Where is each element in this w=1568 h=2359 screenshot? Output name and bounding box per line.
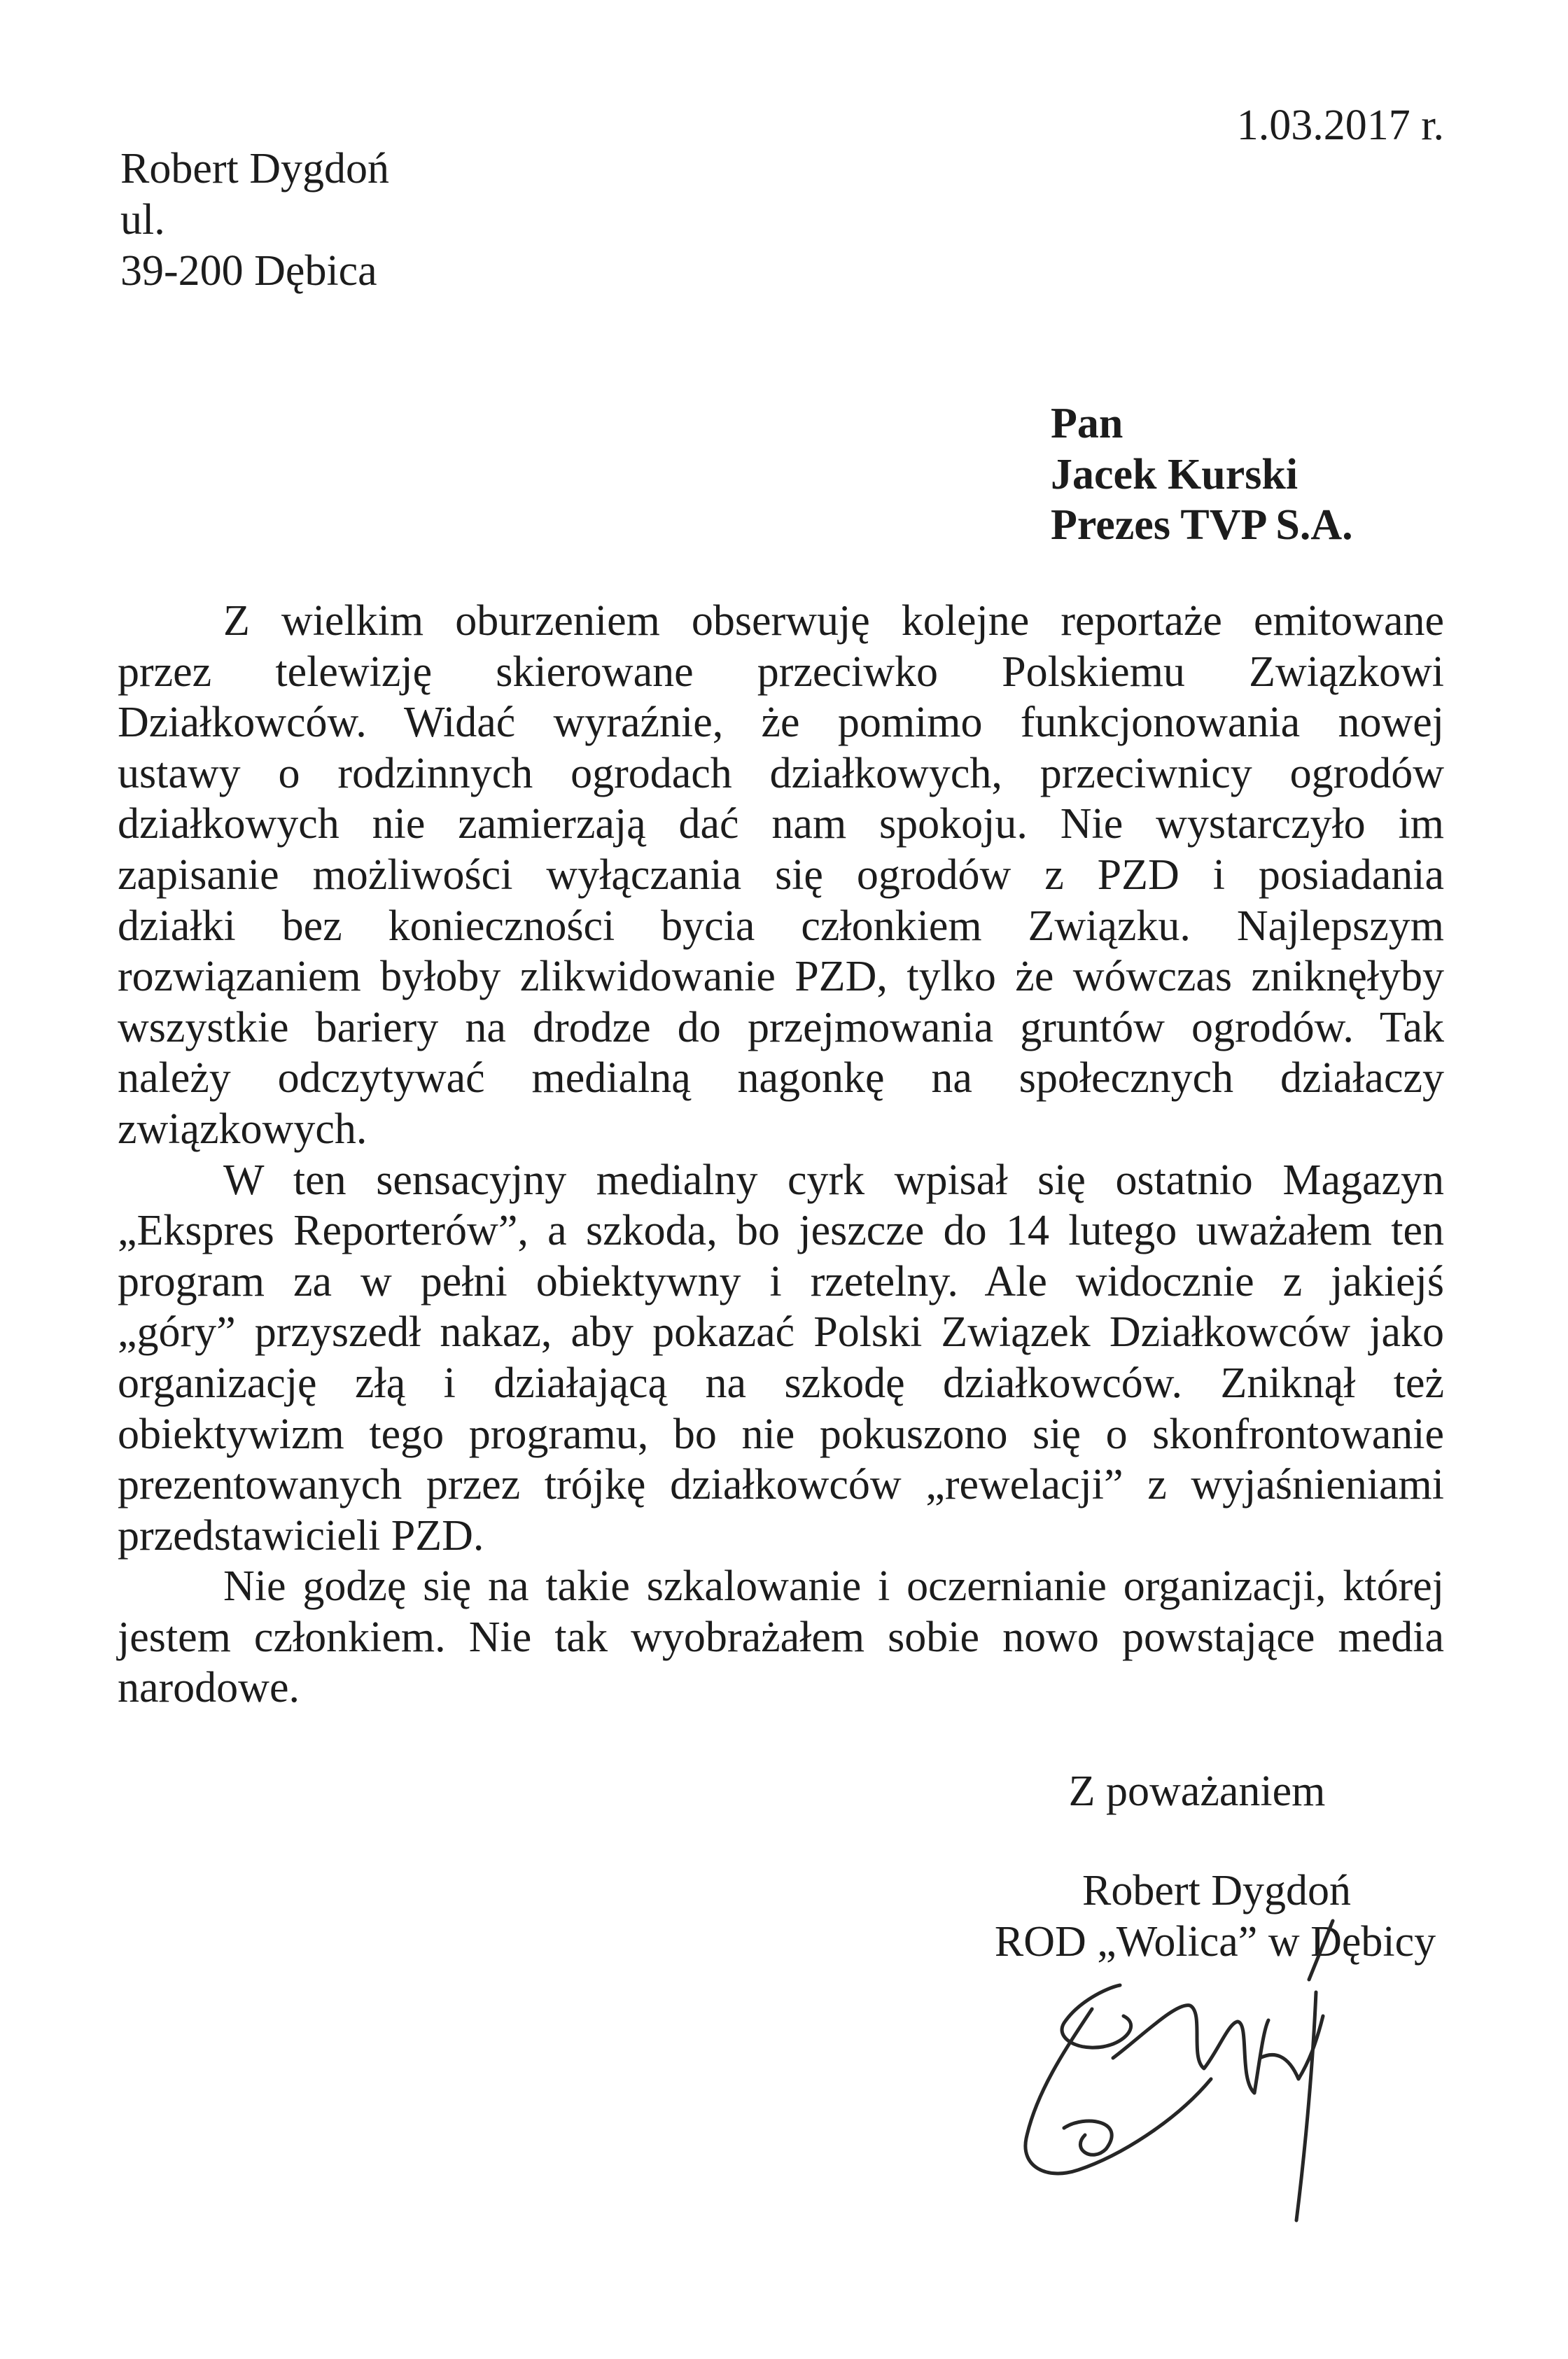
body-line: Działkowców. Widać wyraźnie, że pomimo funkcjonowania nowej (118, 699, 1444, 747)
body-line: przedstawicieli PZD. (118, 1511, 484, 1560)
body-line: jestem członkiem. Nie tak wyobrażałem sobie nowo powstające media (118, 1613, 1444, 1661)
body-line: obiektywizm tego programu, bo nie pokuszono się o skonfrontowanie (118, 1410, 1444, 1458)
body-paragraph (118, 596, 1444, 1155)
recipient-name: Jacek Kurski (1051, 450, 1298, 498)
body-line: działki bez konieczności bycia członkiem Związku. Najlepszym (118, 902, 1444, 950)
body-line: ustawy o rodzinnych ogrodach działkowych, przeciwnicy ogrodów (118, 749, 1444, 797)
signature-stroke (1309, 1921, 1333, 1980)
body-line: „góry” przyszedł nakaz, aby pokazać Polski Związek Działkowców jako (118, 1308, 1444, 1357)
sender-city: 39-200 Dębica (120, 247, 377, 295)
signature-stroke (1026, 2009, 1211, 2174)
closing-name: Robert Dygdoń (1082, 1867, 1352, 1914)
body-paragraph (118, 1561, 1444, 1714)
closing-greeting: Z poważaniem (1068, 1768, 1326, 1815)
body-line: narodowe. (118, 1664, 300, 1712)
body-line: „Ekspres Reporterów”, a szkoda, bo jeszcze do 14 lutego uważałem ten (118, 1207, 1444, 1255)
body-line: program za w pełni obiektywny i rzetelny. Ale widocznie z jakiejś (118, 1257, 1444, 1306)
body-line: Z wielkim oburzeniem obserwuję kolejne reportaże emitowane (223, 597, 1444, 645)
body-line: należy odczytywać medialną nagonkę na społecznych działaczy (118, 1054, 1444, 1102)
sender-address (120, 144, 389, 297)
closing-organization: ROD „Wolica” w Dębicy (994, 1918, 1436, 1966)
signature-stroke (1296, 1992, 1316, 2220)
letter-body (118, 596, 1444, 1714)
body-line: organizację złą i działającą na szkodę działkowców. Zniknął też (118, 1359, 1444, 1407)
letter-date: 1.03.2017 r. (1236, 102, 1444, 149)
body-line: Nie godzę się na takie szkalowanie i oczernianie organizacji, której (223, 1562, 1444, 1611)
body-line: przez telewizję skierowane przeciwko Polskiemu Związkowi (118, 648, 1444, 696)
recipient-address (1051, 398, 1353, 551)
signature-stroke (1064, 2121, 1112, 2155)
body-line: W ten sensacyjny medialny cyrk wpisał się ostatnio Magazyn (223, 1156, 1444, 1204)
body-line: związkowych. (118, 1105, 368, 1153)
body-paragraph (118, 1155, 1444, 1562)
recipient-position: Prezes TVP S.A. (1051, 501, 1353, 549)
sender-street: ul. (120, 196, 165, 244)
body-line: zapisanie możliwości wyłączania się ogrodów z PZD i posiadania (118, 850, 1444, 899)
body-line: wszystkie bariery na drodze do przejmowania gruntów ogrodów. Tak (118, 1003, 1444, 1051)
body-line: prezentowanych przez trójkę działkowców „rewelacji” z wyjaśnieniami (118, 1461, 1444, 1509)
signature-stroke (1113, 2005, 1268, 2093)
recipient-salutation: Pan (1051, 400, 1124, 447)
signature (980, 1918, 1400, 2240)
body-line: rozwiązaniem byłoby zlikwidowanie PZD, tylko że wówczas zniknęłyby (118, 953, 1444, 1001)
body-line: działkowych nie zamierzają dać nam spokoju. Nie wystarczyło im (118, 800, 1444, 848)
sender-name: Robert Dygdoń (120, 145, 390, 192)
